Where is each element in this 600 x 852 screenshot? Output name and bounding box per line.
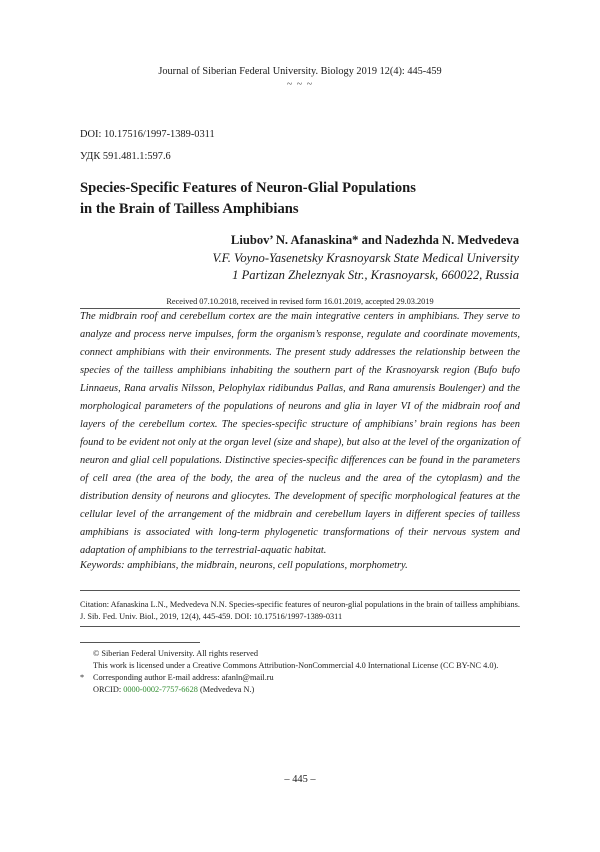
udk-line: УДК 591.481.1:597.6 — [80, 151, 171, 162]
orcid-label: ORCID: — [93, 685, 124, 694]
footnote-license — [80, 660, 520, 672]
article-title — [80, 178, 520, 220]
footnote-corresponding — [80, 672, 520, 684]
affiliation-line-2: 1 Partizan Zheleznyak Str., Krasnoyarsk, 660022, Russia — [232, 268, 519, 282]
citation-top-rule — [80, 590, 520, 591]
header-ornament: ~ ~ ~ — [286, 79, 314, 90]
footnote-star: * — [80, 673, 85, 682]
abstract-text: The midbrain roof and cerebellum cortex are the main integrative centers in amphibians. They serve to analyze and process nerve impulses, form the organism’s response, regulate and coordinate movements, connect amphibians with their environments. The present study addresses the relationship between the species of the tailless amphibians inhabiting the southern part of the Krasnoyarsk region (Bufo bufo Linnaeus, Rana arvalis Nilsson, Pelophylax ridibundus Pallas, and Rana amurensis Boulenger) and the morphological parameters of the populations of neurons and glia in layer VI of the midbrain roof and layers of the cerebellum cortex. The species-specific structure of amphibians’ brain regions has been found to be evident not only at the organ level (size and shape), but also at the level of the organization of neuron and glial cell populations. Distinctive species-specific differences can be found in the parameters of cell area (the area of the body, the area of the nucleus and the area of the cytoplasm) and the distribution density of neurons and gliocytes. The development of specific morphological features at the cellular level of the arrangement of the midbrain and cerebellum layers in different species of tailless amphibians is associated with long-term phylogenetic transformations of their nervous system and adaptation of amphibians to the terrestrial-aquatic habitat. — [80, 311, 520, 556]
journal-header: Journal of Siberian Federal University. Biology 2019 12(4): 445-459 — [158, 66, 442, 77]
affiliation-line-1: V.F. Voyno-Yasenetsky Krasnoyarsk State Medical University — [212, 251, 519, 265]
corresponding-email: Corresponding author E-mail address: afanln@mail.ru — [93, 673, 274, 682]
title-line-1: Species-Specific Features of Neuron-Glial Populations — [80, 180, 416, 196]
citation-bottom-rule — [80, 626, 520, 627]
title-line-2: in the Brain of Tailless Amphibians — [80, 201, 299, 217]
footnote-copyright — [80, 648, 520, 660]
page-number: – 445 – — [284, 774, 316, 785]
citation-text: Citation: Afanaskina L.N., Medvedeva N.N. Species-specific features of neuron-glial populations in the brain of tailless amphibians. J. Sib. Fed. Univ. Biol., 2019, 12(4), 445-459. DOI: 10.17516/1997-1389-0311 — [80, 600, 520, 621]
license-text: This work is licensed under a Creative Commons Attribution-NonCommercial 4.0 International License (CC BY-NC 4.0). — [93, 661, 499, 670]
orcid-name: (Medvedeva N.) — [197, 685, 255, 694]
doi-line: DOI: 10.17516/1997-1389-0311 — [80, 129, 215, 140]
copyright-text: © Siberian Federal University. All rights reserved — [93, 649, 258, 658]
received-dates: Received 07.10.2018, received in revised form 16.01.2019, accepted 29.03.2019 — [166, 297, 434, 306]
footnote-orcid — [80, 684, 520, 696]
keywords-line: Keywords: amphibians, the midbrain, neurons, cell populations, morphometry. — [80, 560, 408, 571]
footnote-rule — [80, 642, 200, 643]
author-list: Liubov’ N. Afanaskina* and Nadezhda N. Medvedeva — [230, 233, 519, 247]
orcid-link[interactable]: 0000-0002-7757-6628 — [123, 685, 198, 694]
